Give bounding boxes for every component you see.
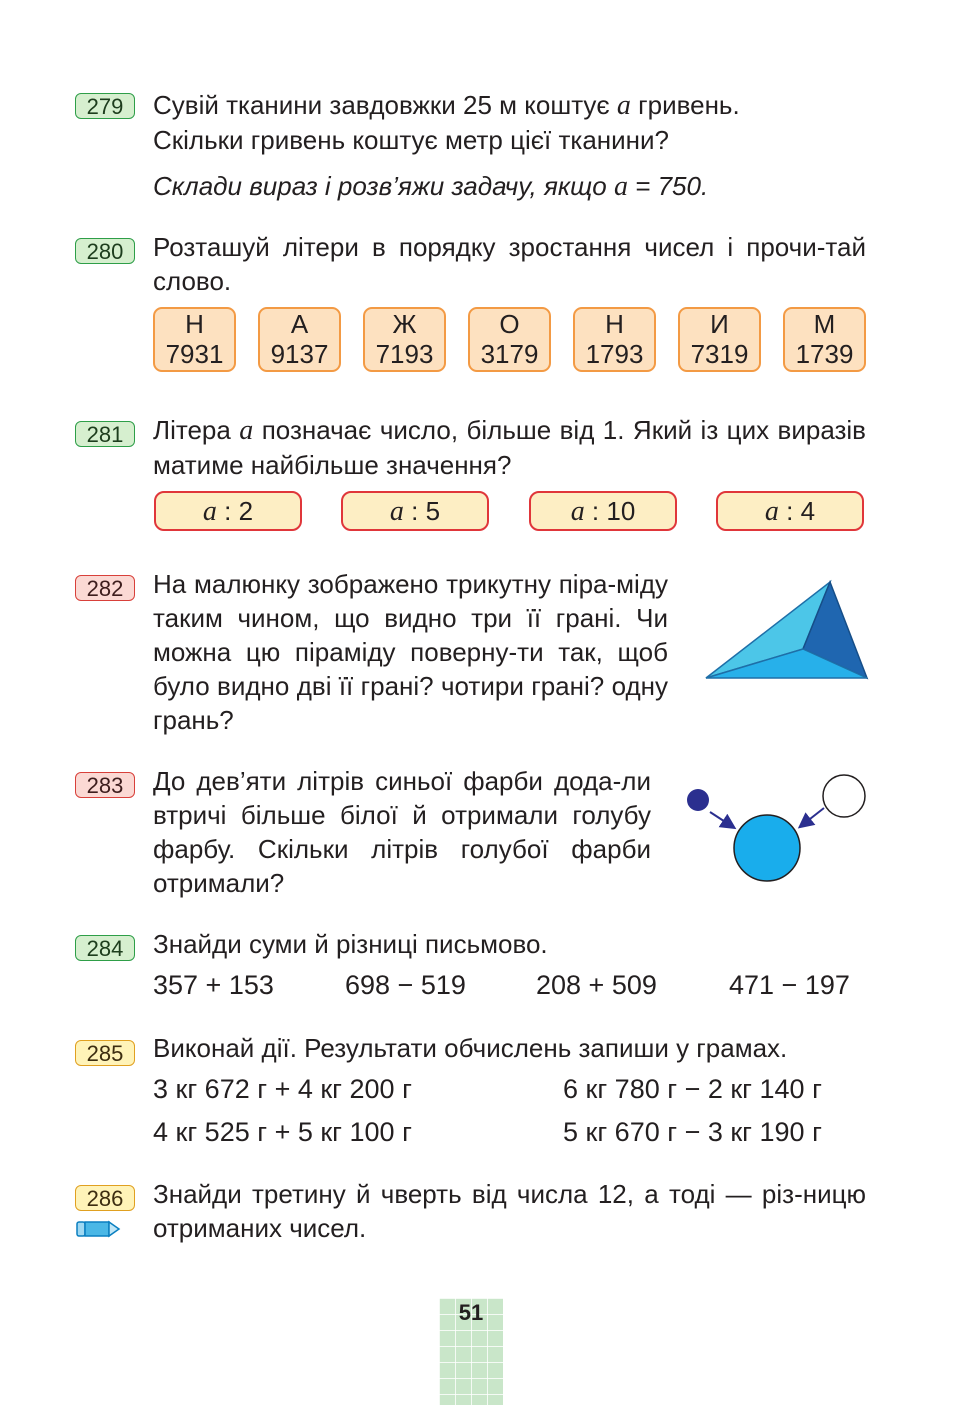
page-number: 51 xyxy=(458,1300,484,1325)
letter-tile: М 1739 xyxy=(783,307,866,372)
light-blue-paint-circle xyxy=(734,815,800,881)
task-instruction: Склади вираз і розв’яжи задачу, якщо а = 750. xyxy=(153,171,709,202)
expression: 357 + 153 xyxy=(153,970,274,1000)
expression: 3 кг 672 г + 4 кг 200 г xyxy=(153,1074,412,1104)
expression: 4 кг 525 г + 5 кг 100 г xyxy=(153,1117,412,1147)
expression-box: а : 10 xyxy=(529,491,677,531)
blue-paint-circle xyxy=(687,789,709,811)
expression: 208 + 509 xyxy=(536,970,657,1000)
letter-tile: И 7319 xyxy=(678,307,761,372)
task-text: Розташуй літери в порядку зростання чисел і прочи-тай слово. xyxy=(153,232,866,296)
letter-tile: Н 1793 xyxy=(573,307,656,372)
expression: 698 − 519 xyxy=(345,970,466,1000)
page-number-block xyxy=(439,1298,503,1405)
task-text: Знайди суми й різниці письмово. xyxy=(153,929,548,959)
letter-tile: А 9137 xyxy=(258,307,341,372)
pencil-icon xyxy=(75,1219,121,1239)
task-text: На малюнку зображено трикутну піра-міду таким чином, що видно три її грані. Чи можна цю піраміду поверну-ти так, щоб було видно дві її грані? чотири грані? одну грань? xyxy=(153,569,668,735)
expression: 471 − 197 xyxy=(729,970,850,1000)
letter-tile: Ж 7193 xyxy=(363,307,446,372)
white-paint-circle xyxy=(823,775,865,817)
task-number-badge: 279 xyxy=(75,93,135,119)
paint-mixing-illustration xyxy=(680,774,870,889)
task-number-badge: 280 xyxy=(75,238,135,264)
letter-tile: О 3179 xyxy=(468,307,551,372)
task-number-badge: 282 xyxy=(75,575,135,601)
pyramid-illustration xyxy=(700,577,870,687)
expression-box: а : 2 xyxy=(154,491,302,531)
expression-box: а : 4 xyxy=(716,491,864,531)
task-number-badge: 281 xyxy=(75,421,135,447)
letter-tile: Н 7931 xyxy=(153,307,236,372)
task-number-badge: 285 xyxy=(75,1040,135,1066)
task-text: Сувій тканини завдовжки 25 м коштує а гривень. Скільки гривень коштує метр цієї тканини? xyxy=(153,90,740,155)
expression: 5 кг 670 г − 3 кг 190 г xyxy=(563,1117,822,1147)
task-number-badge: 286 xyxy=(75,1185,135,1211)
task-text: Літера а позначає число, більше від 1. Який із цих виразів матиме найбільше значення? xyxy=(153,415,866,480)
task-text: Знайди третину й чверть від числа 12, а тоді — різ-ницю отриманих чисел. xyxy=(153,1179,866,1243)
expression-box: а : 5 xyxy=(341,491,489,531)
task-number-badge: 283 xyxy=(75,772,135,798)
task-number-badge: 284 xyxy=(75,935,135,961)
expression: 6 кг 780 г − 2 кг 140 г xyxy=(563,1074,822,1104)
task-text: До дев’яти літрів синьої фарби дода-ли втричі більше білої й отримали голубу фарбу. Скільки літрів голубої фарби отримали? xyxy=(153,766,651,898)
task-text: Виконай дії. Результати обчислень запиши у грамах. xyxy=(153,1033,788,1063)
